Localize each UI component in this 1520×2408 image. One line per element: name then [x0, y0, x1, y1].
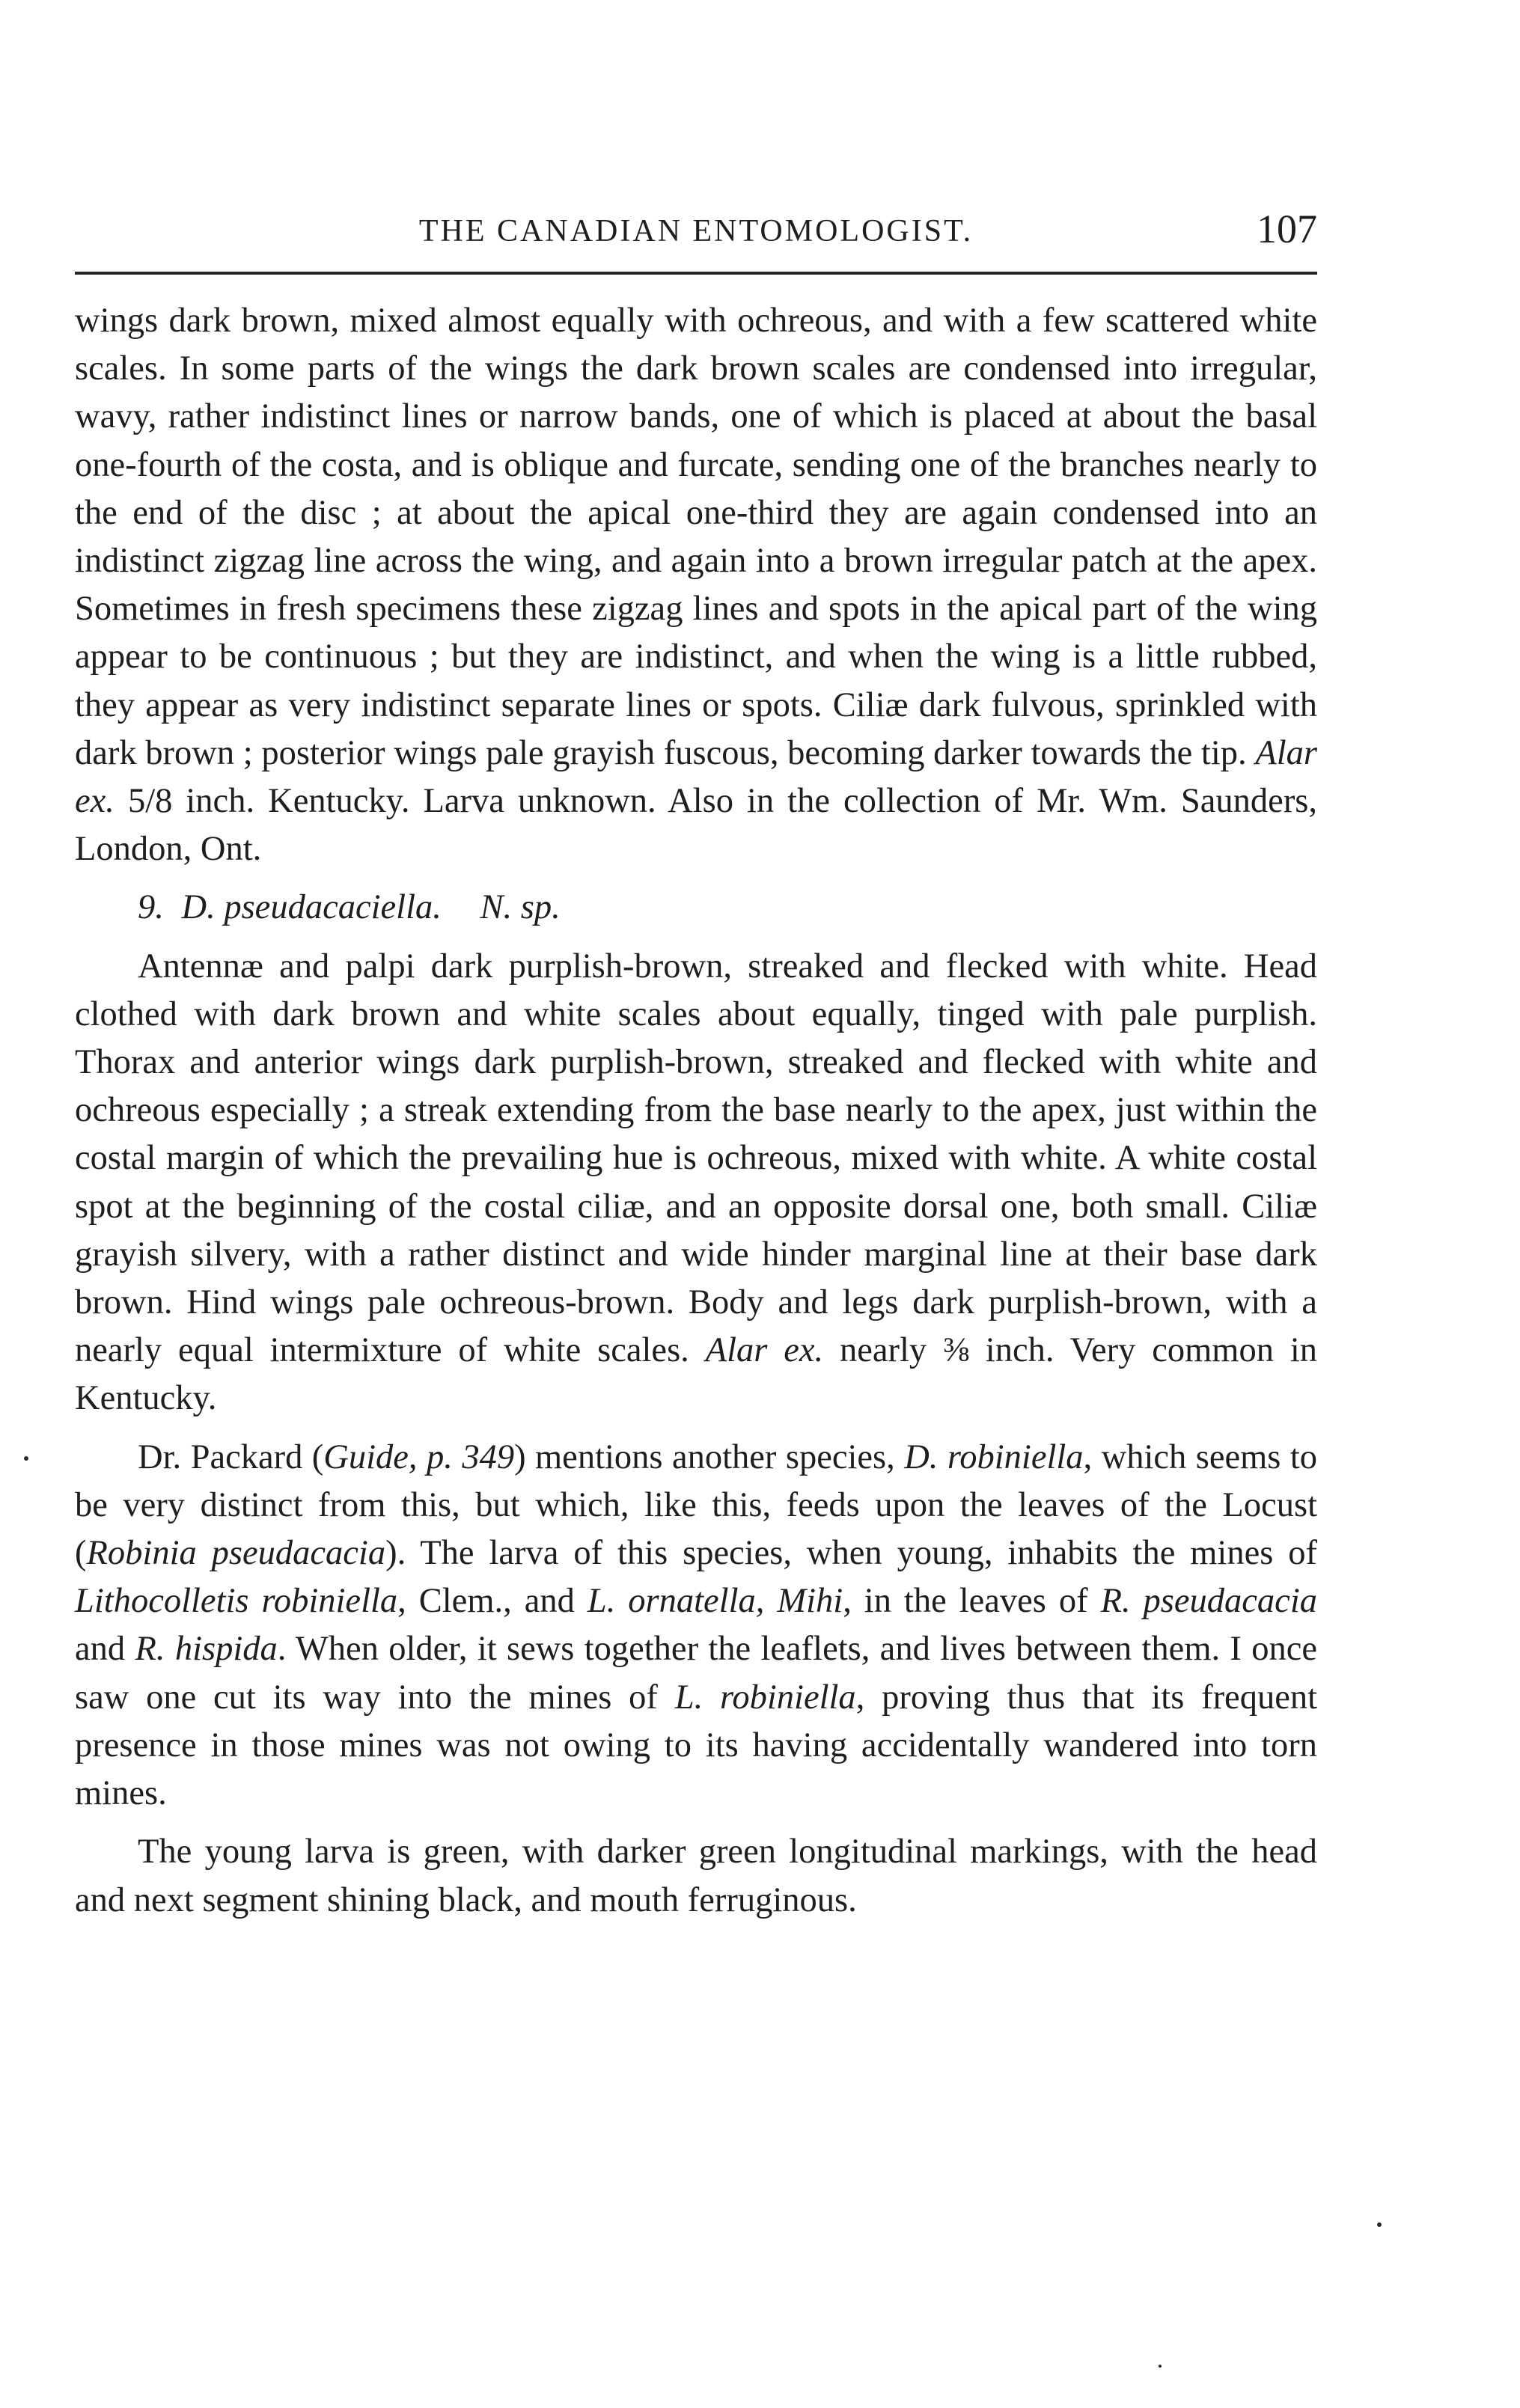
species-name: D. pseudacaciella.	[181, 888, 442, 927]
description-paragraph	[75, 943, 1317, 1423]
description-alar-value: nearly ⅜ inch.	[840, 1331, 1054, 1370]
packard-text: Dr. Packard (	[138, 1437, 324, 1476]
page-header	[75, 191, 1317, 258]
packard-text: , which seems to be very distinct from this, but which, like this, feeds upon the leaves of the Locust (	[75, 1437, 1317, 1573]
packard-paragraph	[75, 1434, 1317, 1818]
plant-r-pseudacacia: R. pseudacacia	[1100, 1582, 1317, 1621]
packard-text: ). The larva of this species, when young, inhabits the mines of	[385, 1534, 1317, 1573]
page	[75, 191, 1317, 1925]
species-l-robiniella: L. robiniella	[674, 1678, 856, 1717]
plant-robinia: Robinia pseudacacia	[86, 1534, 386, 1573]
page-number: 107	[1257, 207, 1317, 251]
alar-value: 5/8 inch.	[127, 782, 255, 821]
species-lithocolletis: Lithocolletis robiniella	[75, 1582, 398, 1621]
plant-r-hispida: R. hispida	[135, 1630, 278, 1669]
packard-text: , Clem., and	[397, 1582, 587, 1621]
species-robiniella: D. robiniella	[904, 1437, 1084, 1476]
description-text: Antennæ and palpi dark purplish-brown, streaked and flecked with white. Head clothed with dark brown and white scales about equally, tinged with pale purplish. Thorax and anterior wings dark purplish-brown, streaked and flecked with white and ochreous especially ; a streak extending from the base nearly to the apex, just within the costal margin of which the prevailing hue is ochreous, mixed with white. A white costal spot at the beginning of the costal ciliæ, and an opposite dorsal one, both small. Ciliæ grayish silvery, with a rather distinct and wide hinder marginal line at their base dark brown. Hind wings pale ochreous-brown. Body and legs dark purplish-brown, with a nearly equal intermixture of white scales.	[75, 947, 1317, 1370]
packard-text: , in the leaves of	[843, 1582, 1101, 1621]
continuation-tail: Kentucky. Larva unknown. Also in the collection of Mr. Wm. Saunders, London, Ont.	[75, 782, 1318, 869]
packard-guide-ref: Guide, p. 349	[323, 1437, 515, 1476]
margin-mark	[24, 1456, 28, 1461]
description-tail: Very common in Kentucky.	[75, 1331, 1317, 1418]
packard-text: and	[75, 1630, 135, 1669]
continuation-paragraph	[75, 297, 1317, 873]
header-rule	[75, 272, 1317, 275]
species-status: N. sp.	[480, 888, 561, 927]
packard-text: . When older, it sews together the leaflets, and lives between them. I once saw one cut its way into the mines of	[75, 1630, 1318, 1717]
continuation-text: wings dark brown, mixed almost equally with ochreous, and with a few scattered white scales. In some parts of the wings the dark brown scales are condensed into irregular, wavy, rather indistinct lines or narrow bands, one of which is placed at about the basal one-fourth of the costa, and is oblique and furcate, sending one of the branches nearly to the end of the disc ; at about the apical one-third they are again condensed into an indistinct zigzag line across the wing, and again into a brown irregular patch at the apex. Sometimes in fresh specimens these zigzag lines and spots in the apical part of the wing appear to be continuous ; but they are indistinct, and when the wing is a little rubbed, they appear as very indistinct separate lines or spots. Ciliæ dark fulvous, sprinkled with dark brown ; posterior wings pale grayish fuscous, becoming darker towards the tip.	[75, 302, 1317, 772]
species-number: 9.	[138, 888, 164, 927]
species-ornatella: L. ornatella, Mihi	[587, 1582, 843, 1621]
margin-mark	[1159, 2365, 1162, 2368]
packard-text: , proving thus that its frequent presence in those mines was not owing to its having accidentally wandered into torn mines.	[75, 1678, 1317, 1813]
body-text	[75, 297, 1317, 1925]
alar-label: Alar ex.	[75, 733, 1317, 821]
packard-text: ) mentions another species,	[514, 1437, 905, 1476]
description-alar-label: Alar ex.	[705, 1331, 824, 1370]
running-head: THE CANADIAN ENTOMOLOGIST.	[418, 214, 974, 248]
species-heading	[75, 884, 1317, 932]
margin-mark	[1377, 2222, 1382, 2227]
larva-paragraph: The young larva is green, with darker green longitudinal markings, with the head and next segment shining black, and mouth ferruginous.	[75, 1833, 1317, 1919]
